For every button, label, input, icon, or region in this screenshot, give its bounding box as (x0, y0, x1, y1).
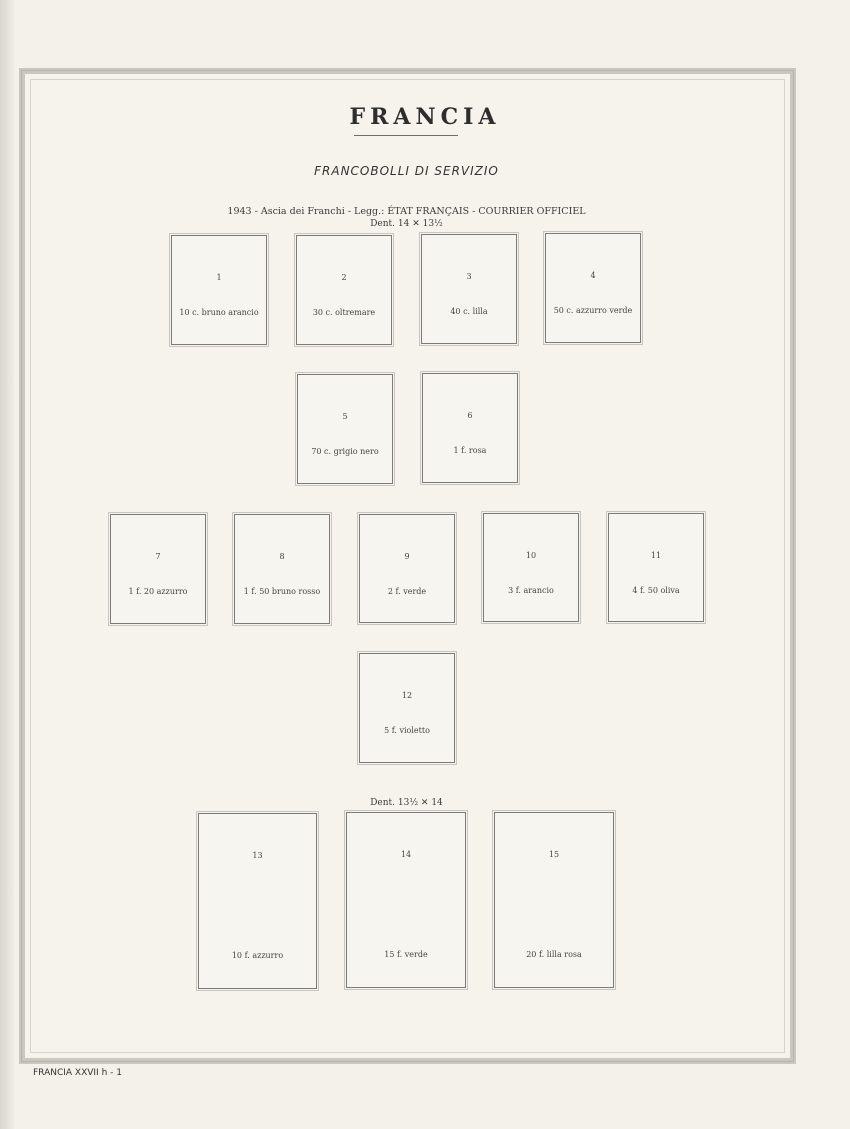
stamp-slot (346, 812, 466, 988)
stamp-number: 9 (404, 552, 410, 561)
stamp-number: 7 (155, 552, 161, 561)
stamp-slot (296, 235, 392, 345)
stamp-description: 2 f. verde (387, 587, 427, 596)
stamp-number: 5 (342, 412, 348, 421)
page-footer: FRANCIA XXVII h - 1 (33, 1068, 122, 1078)
stamp-number: 13 (252, 851, 263, 860)
stamp-slot (545, 233, 641, 343)
perforation-line-1: Dent. 14 ✕ 13½ (370, 219, 443, 229)
stamp-number: 15 (548, 850, 560, 859)
stamp-description: 1 f. rosa (453, 446, 487, 455)
stamp-slot (198, 813, 317, 989)
stamp-description: 70 c. grigio nero (311, 447, 379, 456)
stamp-slot (359, 514, 455, 623)
perforation-line-2: Dent. 13½ ✕ 14 (370, 798, 443, 808)
stamp-slot (422, 373, 518, 483)
stamp-description: 5 f. violetto (384, 726, 430, 735)
stamp-number: 11 (650, 551, 662, 560)
stamp-number: 2 (341, 273, 347, 282)
stamp-number: 1 (216, 273, 222, 282)
stamp-description: 15 f. verde (384, 950, 428, 959)
stamp-description: 1 f. 20 azzurro (128, 587, 188, 596)
stamp-slot (171, 235, 267, 345)
stamp-description: 1 f. 50 bruno rosso (243, 587, 321, 596)
stamp-slot (359, 653, 455, 763)
stamp-number: 10 (525, 551, 537, 560)
stamp-description: 3 f. arancio (508, 586, 554, 595)
issue-description: 1943 - Ascia dei Franchi - Legg.: ÉTAT FRANÇAIS - COURRIER OFFICIEL (227, 206, 586, 217)
stamp-number: 4 (590, 271, 596, 280)
stamp-number: 6 (467, 411, 473, 420)
stamp-description: 50 c. azzurro verde (553, 306, 633, 315)
stamp-description: 40 c. lilla (450, 307, 488, 316)
title-rule (354, 135, 458, 136)
stamp-slot (483, 513, 579, 622)
stamp-slot (297, 374, 393, 484)
stamp-description: 20 f. lilla rosa (526, 950, 582, 959)
stamp-number: 3 (466, 272, 472, 281)
page-title: FRANCIA (349, 104, 501, 130)
page-subtitle: FRANCOBOLLI DI SERVIZIO (314, 164, 499, 178)
stamp-description: 4 f. 50 oliva (632, 586, 680, 595)
stamp-number: 14 (400, 850, 412, 859)
stamp-slot (110, 514, 206, 624)
stamp-slot (608, 513, 704, 622)
stamp-description: 10 f. azzurro (231, 951, 284, 960)
stamp-slot (494, 812, 614, 988)
stamp-slot (421, 234, 517, 344)
stamp-slot (234, 514, 330, 624)
stamp-number: 8 (279, 552, 285, 561)
stamp-description: 10 c. bruno arancio (179, 308, 259, 317)
stamp-number: 12 (401, 691, 413, 700)
stamp-description: 30 c. oltremare (312, 308, 376, 317)
